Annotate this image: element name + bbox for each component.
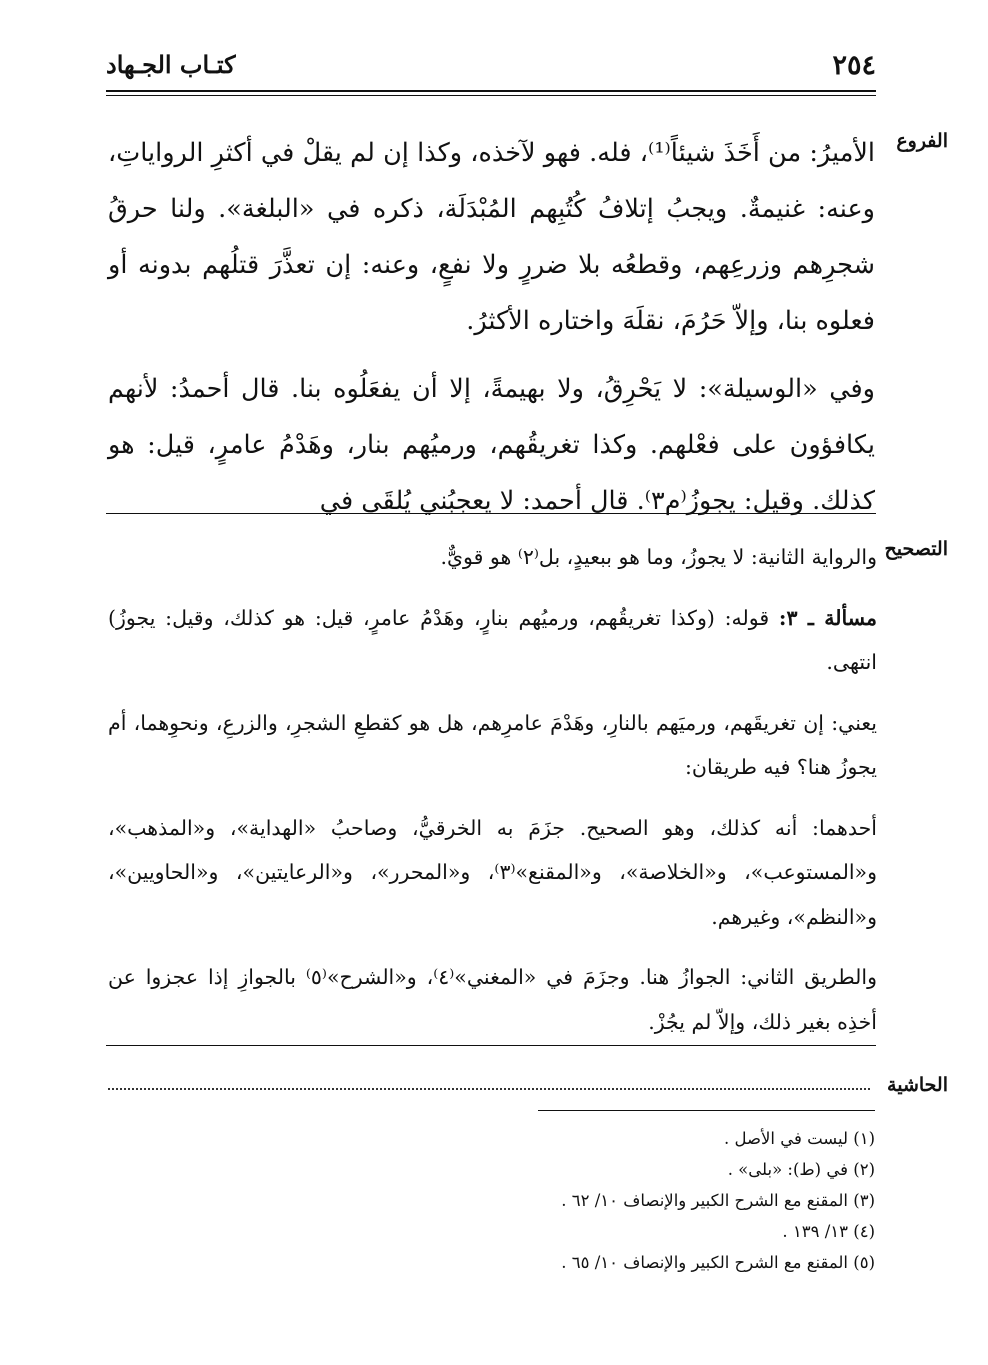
page-header (106, 48, 876, 84)
running-title: كتـاب الجـهاد (106, 50, 236, 79)
footnote-item: (٢) في (ط): «بلى» . (727, 1160, 875, 1179)
masala-text: قوله: (وكذا تغريقُهم، ورميُهم بنارٍ، وهَدْمُ عامرٍ، قيل: هو كذلك، وقيل: يجوزُ) انتهى. (108, 605, 877, 674)
footnote-separator (538, 1110, 875, 1111)
tashih-paragraph: يعني: إن تغريقَهم، ورميَهم بالنارِ، وهَدْمَ عامرِهم، هل هو كقطعِ الشجرِ، والزرعِ، ونحوِهما، أم يجوزُ هنا؟ فيه طريقان: (108, 710, 877, 779)
furu-section-label: الفروع (896, 130, 948, 152)
tashih-paragraph: والرواية الثانية: لا يجوزُ، وما هو ببعيدٍ، بل⁽٢⁾ هو قويٌّ. (440, 545, 877, 569)
tashih-paragraph: والطريق الثاني: الجوازُ هنا. وجزَمَ في «المغني»⁽٤⁾، و«الشرح»⁽٥⁾ بالجوازِ إذا عجزوا عن أخذِه بغير ذلك، وإلاّ لم يجُزْ. (108, 965, 877, 1034)
footnote-item: (١) ليست في الأصل . (723, 1129, 875, 1148)
tashih-paragraph (108, 596, 877, 685)
footnote-item: (٥) المقنع مع الشرح الكبير والإنصاف ١٠/ ٦٥ . (561, 1253, 875, 1272)
page-number: ٢٥٤ (832, 50, 876, 81)
header-rule (106, 90, 876, 92)
section-divider (106, 1045, 876, 1046)
header-rule-secondary (106, 95, 876, 96)
tashih-text (108, 535, 877, 1044)
footnote-item: (٣) المقنع مع الشرح الكبير والإنصاف ١٠/ ٦٢ . (561, 1191, 875, 1210)
furu-paragraph: الأميرُ: من أَخَذَ شيئاً⁽¹⁾، فله. فهو لآخذه، وكذا إن لم يقلْ في أكثرِ الرواياتِ، وعنه: غنيمةٌ. ويجبُ إتلافُ كُتُبِهم المُبْدَلَة، ذكره في «البلغة». ولنا حرقُ شجرِهم وزرعِهم، وقطعُه بلا ضررٍ ولا نفعٍ، وعنه: إن تعذَّرَ قتلُهم بدونه أو فعلوه بنا، وإلاّ حَرُمَ، نقلَهَ واختاره الأكثرُ. (108, 138, 875, 336)
furu-text (108, 125, 875, 529)
footnote-item: (٤) ١٣/ ١٣٩ . (782, 1222, 875, 1241)
dotted-leader (108, 1088, 870, 1090)
hashiya-section-label: الحاشية (887, 1074, 948, 1096)
tashih-section-label: التصحيح (884, 538, 948, 560)
footnotes (500, 1123, 875, 1278)
tashih-paragraph: أحدهما: أنه كذلك، وهو الصحيح. جزَمَ به الخرقيُّ، وصاحبُ «الهداية»، و«المذهب»، و«المستوعب»، و«الخلاصة»، و«المقنع»⁽٣⁾، و«المحرر»، و«الرعايتين»، و«الحاويين»، و«النظم»، وغيرهم. (108, 815, 877, 929)
section-divider (106, 513, 876, 514)
masala-label: مسألة ـ ٣: (778, 605, 877, 630)
furu-paragraph: وفي «الوسيلة»: لا يَحْرِقُ، ولا بهيمةً، إلا أن يفعَلُوه بنا. قال أحمدُ: لأنهم يكافؤون على فعْلهم. وكذا تغريقُهم، ورميُهم بنار، وهَدْمُ عامرٍ، قيل: هو كذلك. وقيل: يجوزُ⁽م٣⁾. قال أحمد: لا يعجبُني يُلقَى في (108, 374, 875, 516)
